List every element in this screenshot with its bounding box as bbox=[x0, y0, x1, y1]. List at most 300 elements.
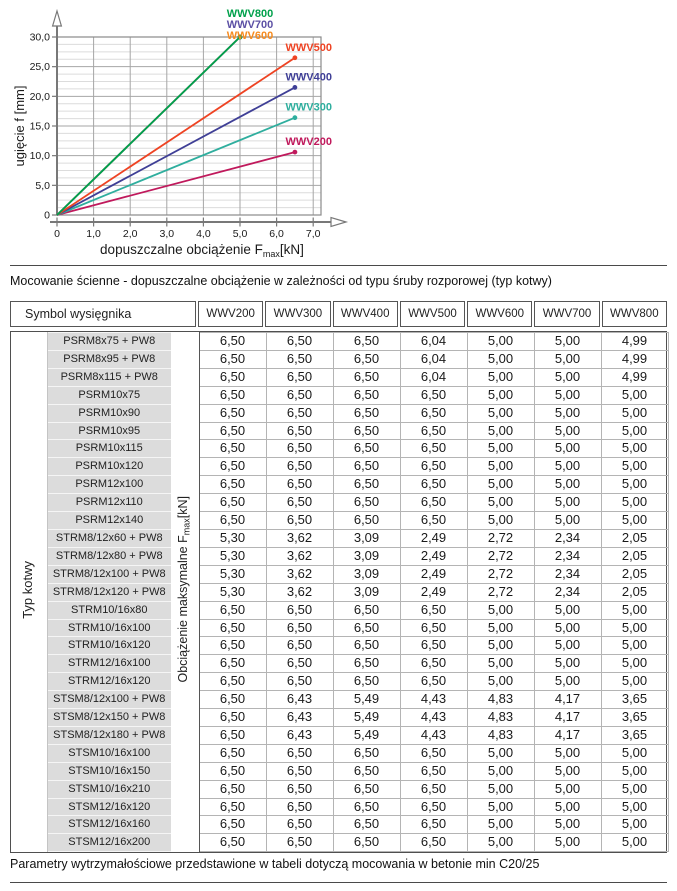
value-cell: 6,50 bbox=[266, 458, 333, 476]
value-cell: 6,50 bbox=[266, 834, 333, 852]
value-cell: 6,50 bbox=[400, 655, 467, 673]
value-cell: 6,50 bbox=[266, 816, 333, 834]
value-cell: 5,00 bbox=[534, 744, 601, 762]
value-cell: 6,50 bbox=[400, 834, 467, 852]
table-row bbox=[11, 512, 668, 530]
value-cell: 6,50 bbox=[333, 798, 400, 816]
table-row bbox=[11, 386, 668, 404]
value-cell: 6,50 bbox=[266, 744, 333, 762]
value-cell: 6,50 bbox=[333, 816, 400, 834]
value-cell: 6,50 bbox=[400, 422, 467, 440]
anchor-name-cell: STSM12/16x200 bbox=[47, 834, 171, 852]
value-cell: 5,00 bbox=[534, 762, 601, 780]
value-cell: 5,00 bbox=[601, 834, 668, 852]
value-cell: 5,30 bbox=[199, 547, 266, 565]
value-cell: 6,50 bbox=[266, 368, 333, 386]
y-tick-label: 5,0 bbox=[35, 179, 50, 192]
top-divider bbox=[10, 265, 667, 266]
anchor-name-cell: PSRM10x95 bbox=[47, 422, 171, 440]
value-cell: 6,50 bbox=[333, 762, 400, 780]
anchor-table bbox=[10, 331, 667, 853]
table-row bbox=[11, 547, 668, 565]
value-cell: 4,83 bbox=[467, 709, 534, 727]
value-cell: 5,00 bbox=[601, 780, 668, 798]
anchor-name-cell: STRM10/16x80 bbox=[47, 601, 171, 619]
value-cell: 5,00 bbox=[467, 744, 534, 762]
value-cell: 6,50 bbox=[199, 368, 266, 386]
anchor-name-cell: STSM8/12x100 + PW8 bbox=[47, 691, 171, 709]
value-cell: 6,50 bbox=[266, 386, 333, 404]
value-cell: 6,50 bbox=[400, 494, 467, 512]
value-cell: 5,00 bbox=[601, 512, 668, 530]
value-cell: 6,50 bbox=[199, 422, 266, 440]
value-cell: 4,17 bbox=[534, 726, 601, 744]
anchor-name-cell: PSRM8x115 + PW8 bbox=[47, 368, 171, 386]
table-row bbox=[11, 673, 668, 691]
value-cell: 5,00 bbox=[534, 834, 601, 852]
value-axis-label-cell bbox=[171, 333, 199, 852]
table-row bbox=[11, 422, 668, 440]
value-cell: 5,00 bbox=[467, 494, 534, 512]
value-cell: 6,50 bbox=[400, 816, 467, 834]
table-header-row bbox=[10, 301, 667, 327]
value-cell: 5,00 bbox=[534, 816, 601, 834]
value-cell: 3,09 bbox=[333, 547, 400, 565]
table-row bbox=[11, 816, 668, 834]
value-cell: 6,50 bbox=[333, 422, 400, 440]
value-cell: 6,04 bbox=[400, 368, 467, 386]
y-tick-label: 15,0 bbox=[29, 120, 50, 133]
value-cell: 6,04 bbox=[400, 333, 467, 351]
value-cell: 5,00 bbox=[534, 655, 601, 673]
value-cell: 3,62 bbox=[266, 529, 333, 547]
value-cell: 5,00 bbox=[534, 404, 601, 422]
value-cell: 2,05 bbox=[601, 529, 668, 547]
value-cell: 6,50 bbox=[199, 816, 266, 834]
value-cell: 6,50 bbox=[333, 834, 400, 852]
anchor-name-cell: PSRM8x75 + PW8 bbox=[47, 333, 171, 351]
value-cell: 6,50 bbox=[199, 601, 266, 619]
value-cell: 5,00 bbox=[601, 655, 668, 673]
value-cell: 5,00 bbox=[534, 368, 601, 386]
series-line-wwv400 bbox=[57, 87, 295, 215]
value-cell: 5,00 bbox=[601, 440, 668, 458]
x-axis-title: dopuszczalne obciążenie $F_{max}[kN]$ bbox=[100, 242, 304, 259]
x-tick-label: 7,0 bbox=[305, 228, 321, 240]
value-cell: 4,83 bbox=[467, 691, 534, 709]
table-row bbox=[11, 476, 668, 494]
value-cell: 6,50 bbox=[199, 673, 266, 691]
deflection-chart-svg bbox=[10, 3, 355, 265]
value-cell: 6,50 bbox=[199, 655, 266, 673]
y-tick-label: 20,0 bbox=[29, 90, 50, 103]
value-cell: 6,50 bbox=[199, 691, 266, 709]
value-cell: 5,00 bbox=[534, 386, 601, 404]
anchor-name-cell: STSM10/16x150 bbox=[47, 762, 171, 780]
value-cell: 6,50 bbox=[333, 637, 400, 655]
value-cell: 6,50 bbox=[333, 512, 400, 530]
table-row bbox=[11, 798, 668, 816]
table-row bbox=[11, 619, 668, 637]
value-cell: 5,49 bbox=[333, 709, 400, 727]
value-cell: 5,00 bbox=[467, 619, 534, 637]
value-cell: 3,62 bbox=[266, 583, 333, 601]
value-cell: 3,09 bbox=[333, 529, 400, 547]
anchor-name-cell: STSM12/16x160 bbox=[47, 816, 171, 834]
series-label-wwv200: WWV200 bbox=[285, 136, 332, 149]
bottom-divider bbox=[10, 882, 667, 883]
value-cell: 4,43 bbox=[400, 726, 467, 744]
value-cell: 5,00 bbox=[601, 422, 668, 440]
value-cell: 6,50 bbox=[266, 601, 333, 619]
anchor-name-cell: STRM8/12x60 + PW8 bbox=[47, 529, 171, 547]
value-cell: 5,00 bbox=[467, 780, 534, 798]
value-cell: 6,50 bbox=[266, 404, 333, 422]
anchor-name-cell: STSM10/16x100 bbox=[47, 744, 171, 762]
value-cell: 2,49 bbox=[400, 547, 467, 565]
value-cell: 2,34 bbox=[534, 547, 601, 565]
value-cell: 2,49 bbox=[400, 583, 467, 601]
value-cell: 6,50 bbox=[199, 780, 266, 798]
x-tick-label: 5,0 bbox=[232, 228, 248, 240]
value-cell: 6,50 bbox=[400, 762, 467, 780]
anchor-name-cell: STRM8/12x100 + PW8 bbox=[47, 565, 171, 583]
anchor-name-cell: PSRM12x140 bbox=[47, 512, 171, 530]
value-cell: 6,50 bbox=[400, 673, 467, 691]
value-cell: 4,17 bbox=[534, 691, 601, 709]
anchor-table-body bbox=[11, 332, 669, 852]
value-cell: 5,00 bbox=[467, 350, 534, 368]
value-cell: 6,50 bbox=[333, 494, 400, 512]
corner-header: Symbol wysięgnika bbox=[10, 301, 196, 327]
anchor-name-cell: PSRM12x110 bbox=[47, 494, 171, 512]
value-cell: 6,50 bbox=[266, 494, 333, 512]
table-row bbox=[11, 350, 668, 368]
value-cell: 3,09 bbox=[333, 565, 400, 583]
value-cell: 6,50 bbox=[400, 780, 467, 798]
value-cell: 4,99 bbox=[601, 333, 668, 351]
footnote: Parametry wytrzymałościowe przedstawione w tabeli dotyczą mocowania w betonie min C20/25 bbox=[10, 857, 540, 871]
column-header-wwv700: WWV700 bbox=[534, 301, 599, 327]
value-cell: 5,00 bbox=[534, 619, 601, 637]
anchor-name-cell: STSM12/16x120 bbox=[47, 798, 171, 816]
value-cell: 5,00 bbox=[601, 458, 668, 476]
table-row bbox=[11, 458, 668, 476]
deflection-chart bbox=[10, 3, 355, 265]
value-cell: 5,00 bbox=[467, 368, 534, 386]
value-cell: 6,50 bbox=[199, 637, 266, 655]
anchor-name-cell: STSM10/16x210 bbox=[47, 780, 171, 798]
series-label-wwv500: WWV500 bbox=[285, 41, 332, 54]
value-cell: 5,00 bbox=[467, 673, 534, 691]
value-cell: 5,00 bbox=[467, 440, 534, 458]
value-cell: 3,65 bbox=[601, 691, 668, 709]
table-row bbox=[11, 726, 668, 744]
value-cell: 5,00 bbox=[534, 637, 601, 655]
value-cell: 6,43 bbox=[266, 726, 333, 744]
value-cell: 4,83 bbox=[467, 726, 534, 744]
value-cell: 2,34 bbox=[534, 565, 601, 583]
value-cell: 5,49 bbox=[333, 691, 400, 709]
value-cell: 5,00 bbox=[534, 350, 601, 368]
value-cell: 5,00 bbox=[467, 834, 534, 852]
value-cell: 6,04 bbox=[400, 350, 467, 368]
value-cell: 2,72 bbox=[467, 547, 534, 565]
value-cell: 2,72 bbox=[467, 565, 534, 583]
value-cell: 5,00 bbox=[601, 744, 668, 762]
value-cell: 6,50 bbox=[400, 798, 467, 816]
x-tick-label: 6,0 bbox=[269, 228, 284, 240]
table-row bbox=[11, 691, 668, 709]
value-cell: 5,00 bbox=[601, 619, 668, 637]
value-cell: 6,43 bbox=[266, 691, 333, 709]
value-cell: 6,50 bbox=[333, 780, 400, 798]
value-cell: 6,50 bbox=[199, 350, 266, 368]
value-cell: 5,00 bbox=[601, 601, 668, 619]
table-row bbox=[11, 655, 668, 673]
anchor-name-cell: STRM12/16x120 bbox=[47, 673, 171, 691]
series-marker-wwv500 bbox=[293, 55, 298, 60]
value-cell: 6,50 bbox=[400, 440, 467, 458]
value-cell: 5,30 bbox=[199, 583, 266, 601]
value-cell: 6,50 bbox=[400, 458, 467, 476]
value-cell: 6,50 bbox=[199, 476, 266, 494]
value-cell: 6,50 bbox=[333, 619, 400, 637]
table-row bbox=[11, 744, 668, 762]
value-cell: 6,50 bbox=[400, 512, 467, 530]
series-label-wwv800: WWV800 bbox=[226, 8, 274, 20]
value-cell: 5,00 bbox=[467, 422, 534, 440]
value-cell: 4,99 bbox=[601, 368, 668, 386]
value-cell: 6,50 bbox=[266, 780, 333, 798]
value-cell: 6,50 bbox=[333, 458, 400, 476]
value-cell: 4,99 bbox=[601, 350, 668, 368]
value-cell: 5,00 bbox=[467, 458, 534, 476]
series-label-wwv300: WWV300 bbox=[285, 101, 332, 114]
value-cell: 5,00 bbox=[601, 476, 668, 494]
y-tick-label: 30,0 bbox=[29, 31, 50, 44]
value-cell: 2,49 bbox=[400, 529, 467, 547]
value-cell: 2,34 bbox=[534, 583, 601, 601]
value-cell: 6,43 bbox=[266, 709, 333, 727]
value-cell: 2,05 bbox=[601, 565, 668, 583]
table-row bbox=[11, 404, 668, 422]
value-cell: 6,50 bbox=[400, 601, 467, 619]
value-cell: 5,00 bbox=[467, 404, 534, 422]
anchor-name-cell: STRM10/16x100 bbox=[47, 619, 171, 637]
anchor-name-cell: PSRM10x90 bbox=[47, 404, 171, 422]
value-cell: 5,00 bbox=[534, 512, 601, 530]
value-cell: 5,30 bbox=[199, 529, 266, 547]
anchor-name-cell: STSM8/12x180 + PW8 bbox=[47, 726, 171, 744]
value-cell: 6,50 bbox=[333, 350, 400, 368]
table-row bbox=[11, 494, 668, 512]
value-cell: 6,50 bbox=[333, 601, 400, 619]
value-cell: 2,05 bbox=[601, 547, 668, 565]
value-cell: 6,50 bbox=[199, 404, 266, 422]
column-header-wwv400: WWV400 bbox=[333, 301, 398, 327]
value-cell: 6,50 bbox=[333, 404, 400, 422]
table-row bbox=[11, 368, 668, 386]
value-cell: 5,00 bbox=[467, 762, 534, 780]
x-axis-arrow bbox=[331, 218, 346, 227]
group-label: Typ kotwy bbox=[20, 560, 36, 619]
value-cell: 3,62 bbox=[266, 547, 333, 565]
anchor-name-cell: STRM12/16x100 bbox=[47, 655, 171, 673]
table-row bbox=[11, 565, 668, 583]
value-cell: 4,43 bbox=[400, 709, 467, 727]
table-row bbox=[11, 529, 668, 547]
value-cell: 5,30 bbox=[199, 565, 266, 583]
anchor-name-cell: PSRM10x120 bbox=[47, 458, 171, 476]
value-cell: 6,50 bbox=[199, 709, 266, 727]
column-header-wwv600: WWV600 bbox=[467, 301, 532, 327]
anchor-name-cell: STRM8/12x120 + PW8 bbox=[47, 583, 171, 601]
x-tick-label: 1,0 bbox=[86, 228, 101, 240]
column-header-wwv300: WWV300 bbox=[265, 301, 330, 327]
value-cell: 4,17 bbox=[534, 709, 601, 727]
value-cell: 6,50 bbox=[199, 512, 266, 530]
value-cell: 4,43 bbox=[400, 691, 467, 709]
value-cell: 6,50 bbox=[199, 619, 266, 637]
value-cell: 5,00 bbox=[534, 780, 601, 798]
value-axis-label: Obciążenie maksymalne $F_{max}[kN]$ bbox=[175, 496, 192, 683]
series-marker-wwv300 bbox=[293, 115, 298, 120]
x-tick-label: 0 bbox=[54, 228, 60, 240]
value-cell: 3,65 bbox=[601, 709, 668, 727]
value-cell: 6,50 bbox=[199, 798, 266, 816]
anchor-name-cell: PSRM12x100 bbox=[47, 476, 171, 494]
value-cell: 6,50 bbox=[199, 440, 266, 458]
table-caption: Mocowanie ścienne - dopuszczalne obciążenie w zależności od typu śruby rozporowej (typ kotwy) bbox=[10, 274, 552, 288]
value-cell: 6,50 bbox=[333, 476, 400, 494]
value-cell: 6,50 bbox=[266, 350, 333, 368]
value-cell: 5,00 bbox=[534, 798, 601, 816]
value-cell: 2,34 bbox=[534, 529, 601, 547]
value-cell: 5,00 bbox=[534, 476, 601, 494]
value-cell: 6,50 bbox=[266, 798, 333, 816]
value-cell: 6,50 bbox=[199, 744, 266, 762]
value-cell: 6,50 bbox=[199, 834, 266, 852]
value-cell: 5,00 bbox=[601, 762, 668, 780]
value-cell: 6,50 bbox=[266, 655, 333, 673]
value-cell: 3,09 bbox=[333, 583, 400, 601]
value-cell: 5,00 bbox=[534, 494, 601, 512]
value-cell: 6,50 bbox=[400, 619, 467, 637]
value-cell: 6,50 bbox=[266, 762, 333, 780]
value-cell: 5,00 bbox=[467, 637, 534, 655]
table-row bbox=[11, 601, 668, 619]
value-cell: 6,50 bbox=[199, 726, 266, 744]
value-cell: 6,50 bbox=[199, 458, 266, 476]
value-cell: 2,05 bbox=[601, 583, 668, 601]
y-axis-arrow bbox=[53, 11, 62, 26]
anchor-name-cell: STSM8/12x150 + PW8 bbox=[47, 709, 171, 727]
value-cell: 6,50 bbox=[266, 333, 333, 351]
value-cell: 5,00 bbox=[467, 476, 534, 494]
table-row bbox=[11, 709, 668, 727]
value-cell: 5,49 bbox=[333, 726, 400, 744]
group-label-cell bbox=[11, 333, 47, 852]
value-cell: 5,00 bbox=[534, 673, 601, 691]
value-cell: 6,50 bbox=[199, 333, 266, 351]
value-cell: 6,50 bbox=[266, 619, 333, 637]
value-cell: 6,50 bbox=[266, 512, 333, 530]
y-tick-label: 0 bbox=[44, 209, 50, 222]
value-cell: 2,72 bbox=[467, 529, 534, 547]
series-label-wwv700: WWV700 bbox=[226, 19, 274, 31]
value-cell: 6,50 bbox=[400, 744, 467, 762]
value-cell: 6,50 bbox=[266, 637, 333, 655]
value-cell: 6,50 bbox=[266, 422, 333, 440]
value-cell: 2,72 bbox=[467, 583, 534, 601]
value-cell: 6,50 bbox=[400, 476, 467, 494]
value-cell: 6,50 bbox=[199, 494, 266, 512]
series-marker-wwv200 bbox=[293, 150, 298, 155]
value-cell: 6,50 bbox=[333, 333, 400, 351]
anchor-name-cell: PSRM10x115 bbox=[47, 440, 171, 458]
value-cell: 5,00 bbox=[601, 404, 668, 422]
value-cell: 6,50 bbox=[266, 673, 333, 691]
value-cell: 6,50 bbox=[333, 440, 400, 458]
x-tick-label: 4,0 bbox=[196, 228, 211, 240]
y-axis-title: ugięcie f [mm] bbox=[12, 85, 27, 167]
anchor-name-cell: STRM10/16x120 bbox=[47, 637, 171, 655]
value-cell: 5,00 bbox=[601, 798, 668, 816]
value-cell: 5,00 bbox=[534, 601, 601, 619]
column-header-wwv800: WWV800 bbox=[602, 301, 667, 327]
anchor-name-cell: STRM8/12x80 + PW8 bbox=[47, 547, 171, 565]
series-marker-wwv400 bbox=[293, 85, 298, 90]
column-header-wwv500: WWV500 bbox=[400, 301, 465, 327]
value-cell: 5,00 bbox=[534, 422, 601, 440]
x-tick-label: 3,0 bbox=[159, 228, 175, 240]
value-cell: 3,62 bbox=[266, 565, 333, 583]
value-cell: 2,49 bbox=[400, 565, 467, 583]
value-cell: 6,50 bbox=[333, 368, 400, 386]
table-row bbox=[11, 637, 668, 655]
anchor-name-cell: PSRM10x75 bbox=[47, 386, 171, 404]
series-label-wwv600: WWV600 bbox=[226, 30, 274, 42]
y-tick-label: 25,0 bbox=[29, 61, 50, 74]
value-cell: 5,00 bbox=[534, 333, 601, 351]
table-row bbox=[11, 780, 668, 798]
series-line-wwv200 bbox=[57, 152, 295, 215]
value-cell: 6,50 bbox=[333, 673, 400, 691]
value-cell: 6,50 bbox=[199, 386, 266, 404]
value-cell: 6,50 bbox=[400, 386, 467, 404]
table-row bbox=[11, 762, 668, 780]
value-cell: 3,65 bbox=[601, 726, 668, 744]
value-cell: 5,00 bbox=[467, 333, 534, 351]
table-row bbox=[11, 583, 668, 601]
value-cell: 5,00 bbox=[467, 798, 534, 816]
series-label-wwv400: WWV400 bbox=[285, 71, 332, 84]
value-cell: 6,50 bbox=[333, 386, 400, 404]
value-cell: 6,50 bbox=[266, 440, 333, 458]
value-cell: 6,50 bbox=[199, 762, 266, 780]
value-cell: 5,00 bbox=[601, 816, 668, 834]
value-cell: 6,50 bbox=[266, 476, 333, 494]
value-cell: 5,00 bbox=[601, 673, 668, 691]
value-cell: 5,00 bbox=[467, 386, 534, 404]
value-cell: 5,00 bbox=[601, 637, 668, 655]
value-cell: 5,00 bbox=[467, 655, 534, 673]
x-tick-label: 2,0 bbox=[122, 228, 138, 240]
column-header-wwv200: WWV200 bbox=[198, 301, 263, 327]
value-cell: 6,50 bbox=[400, 404, 467, 422]
table-row bbox=[11, 440, 668, 458]
